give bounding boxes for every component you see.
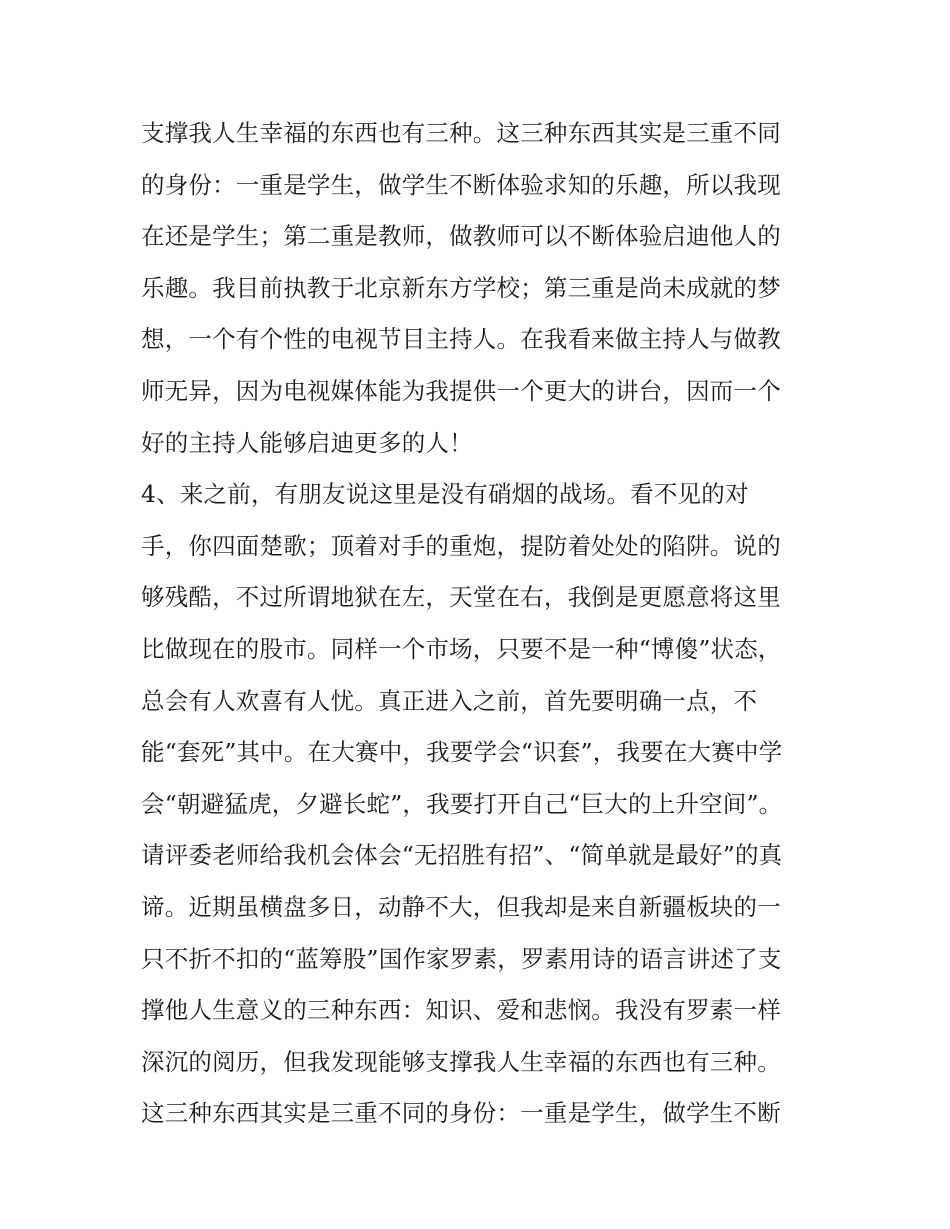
text-line: 支撑我人生幸福的东西也有三种。这三种东西其实是三重不同 [141,119,781,147]
text-line: 谛。近期虽横盘多日，动静不大，但我却是来自新疆板块的一 [141,892,781,921]
text-line: 比做现在的股市。同样一个市场，只要不是一种“博傻”状态， [141,634,782,663]
text-line: 在还是学生；第二重是教师，做教师可以不断体验启迪他人的 [141,222,781,251]
text-line: 深沉的阅历，但我发现能够支撑我人生幸福的东西也有三种。 [141,1047,781,1076]
text-line: 好的主持人能够启迪更多的人！ [141,428,473,457]
text-line: 4、来之前，有朋友说这里是没有硝烟的战场。看不见的对 [141,480,749,509]
text-line: 只不折不扣的“蓝筹股”国作家罗素，罗素用诗的语言讲述了支 [141,944,782,973]
text-line: 能“套死”其中。在大赛中，我要学会“识套”，我要在大赛中学 [141,738,783,767]
text-line: 这三种东西其实是三重不同的身份：一重是学生，做学生不断 [141,1099,781,1128]
text-line: 撑他人生意义的三种东西：知识、爱和悲悯。我没有罗素一样 [141,996,781,1025]
text-line: 手，你四面楚歌；顶着对手的重炮，提防着处处的陷阱。说的 [141,531,781,560]
text-line: 的身份：一重是学生，做学生不断体验求知的乐趣，所以我现 [141,170,781,199]
text-line: 够残酷，不过所谓地狱在左，天堂在右，我倒是更愿意将这里 [141,583,781,612]
text-line: 想，一个有个性的电视节目主持人。在我看来做主持人与做教 [141,325,781,354]
text-line: 会“朝避猛虎，夕避长蛇”，我要打开自己“巨大的上升空间”。 [141,789,783,818]
text-line: 请评委老师给我机会体会“无招胜有招”、“简单就是最好”的真 [141,841,783,870]
body-text [141,108,821,1140]
text-line: 总会有人欢喜有人忧。真正进入之前，首先要明确一点，不 [141,686,758,715]
text-line: 师无异，因为电视媒体能为我提供一个更大的讲台，因而一个 [141,376,781,405]
text-line: 乐趣。我目前执教于北京新东方学校；第三重是尚未成就的梦 [141,273,781,302]
